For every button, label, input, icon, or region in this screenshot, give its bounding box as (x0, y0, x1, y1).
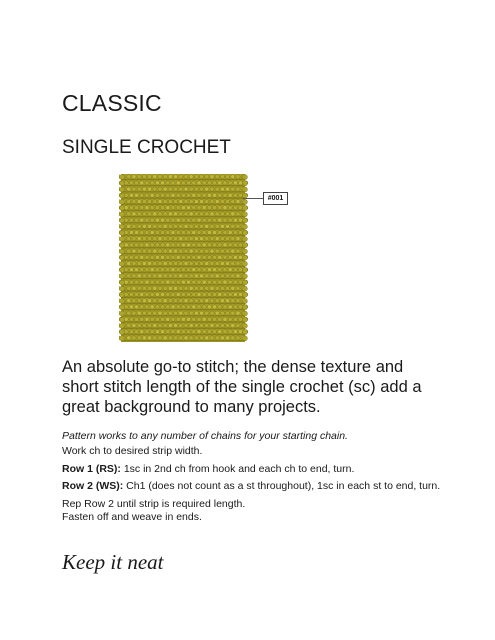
finish-step: Fasten off and weave in ends. (62, 511, 202, 523)
pattern-note: Pattern works to any number of chains for your starting chain. (62, 430, 348, 442)
repeat-step: Rep Row 2 until strip is required length. (62, 497, 246, 510)
intro-paragraph: An absolute go-to stitch; the dense texture and short stitch length of the single crochet (sc) add a great background to many projects. (62, 358, 422, 416)
setup-step: Work ch to desired strip width. (62, 445, 203, 457)
reference-tag: #001 (263, 192, 288, 205)
row-2-label: Row 2 (WS): (62, 480, 124, 492)
swatch-texture (119, 174, 249, 342)
row-1-label: Row 1 (RS): (62, 462, 121, 475)
pattern-steps (62, 445, 442, 525)
row-2-step (62, 480, 442, 494)
closing-tagline: Keep it neat (62, 550, 164, 574)
reference-leader-line (243, 198, 263, 199)
row-1-step (62, 463, 442, 477)
row-1-text: 1sc in 2nd ch from hook and each ch to end, turn. (120, 462, 355, 475)
stitch-name-heading: SINGLE CROCHET (62, 137, 231, 158)
crochet-swatch-image (119, 174, 249, 342)
category-heading: CLASSIC (62, 90, 162, 116)
row-2-text: Ch1 (does not count as a st throughout), 1sc in each st to end, turn. (123, 480, 441, 492)
